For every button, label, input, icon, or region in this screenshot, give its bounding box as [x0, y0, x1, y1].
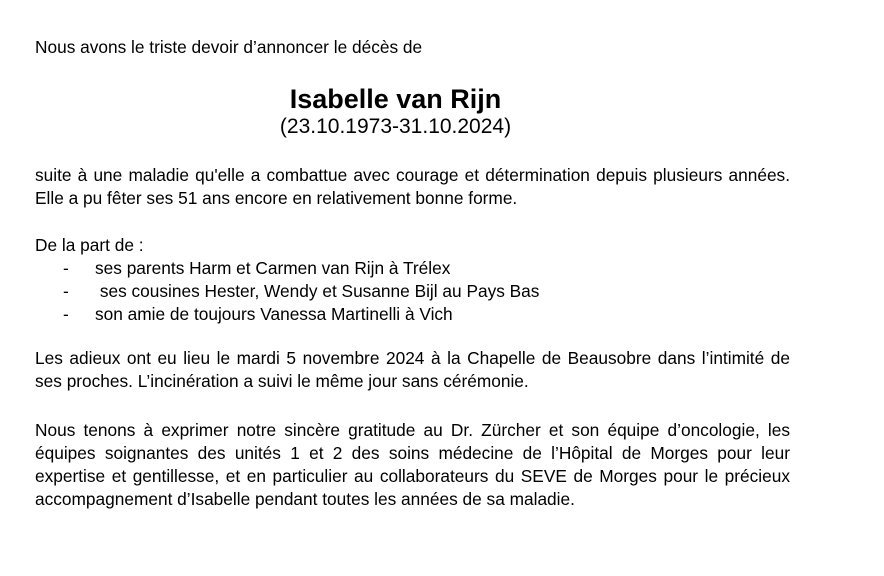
- deceased-name: Isabelle van Rijn: [289, 84, 502, 114]
- list-item-text: son amie de toujours Vanessa Martinelli à Vich: [95, 304, 453, 324]
- life-dates: (23.10.1973-31.10.2024): [279, 115, 512, 138]
- illness-paragraph: suite à une maladie qu'elle a combattue avec courage et détermination depuis plusieurs années. Elle a pu fêter ses 51 ans encore en relativement bonne forme.: [35, 165, 790, 208]
- list-item-text: ses parents Harm et Carmen van Rijn à Trélex: [95, 258, 451, 278]
- list-item: [35, 257, 790, 280]
- intro-line: Nous avons le triste devoir d’annoncer le décès de: [35, 37, 423, 57]
- list-item: [35, 303, 790, 326]
- list-dash: -: [63, 281, 69, 301]
- gratitude-paragraph: Nous tenons à exprimer notre sincère gratitude au Dr. Zürcher et son équipe d’oncologie, les équipes soignantes des unités 1 et 2 des soins médecine de l’Hôpital de Morges pour leur expertise et gentillesse, et en particulier au collaborateurs du SEVE de Morges pour le précieux accompagnement d’Isabelle pendant toutes les années de sa maladie.: [35, 420, 790, 509]
- list-item-text: ses cousines Hester, Wendy et Susanne Bijl au Pays Bas: [95, 281, 540, 301]
- list-dash: -: [63, 304, 69, 324]
- from-heading: De la part de :: [35, 235, 144, 255]
- family-list: [35, 257, 790, 326]
- list-dash: -: [63, 258, 69, 278]
- farewell-paragraph: Les adieux ont eu lieu le mardi 5 novembre 2024 à la Chapelle de Beausobre dans l’intimité de ses proches. L’incinération a suivi le même jour sans cérémonie.: [35, 348, 790, 391]
- list-item: [35, 280, 790, 303]
